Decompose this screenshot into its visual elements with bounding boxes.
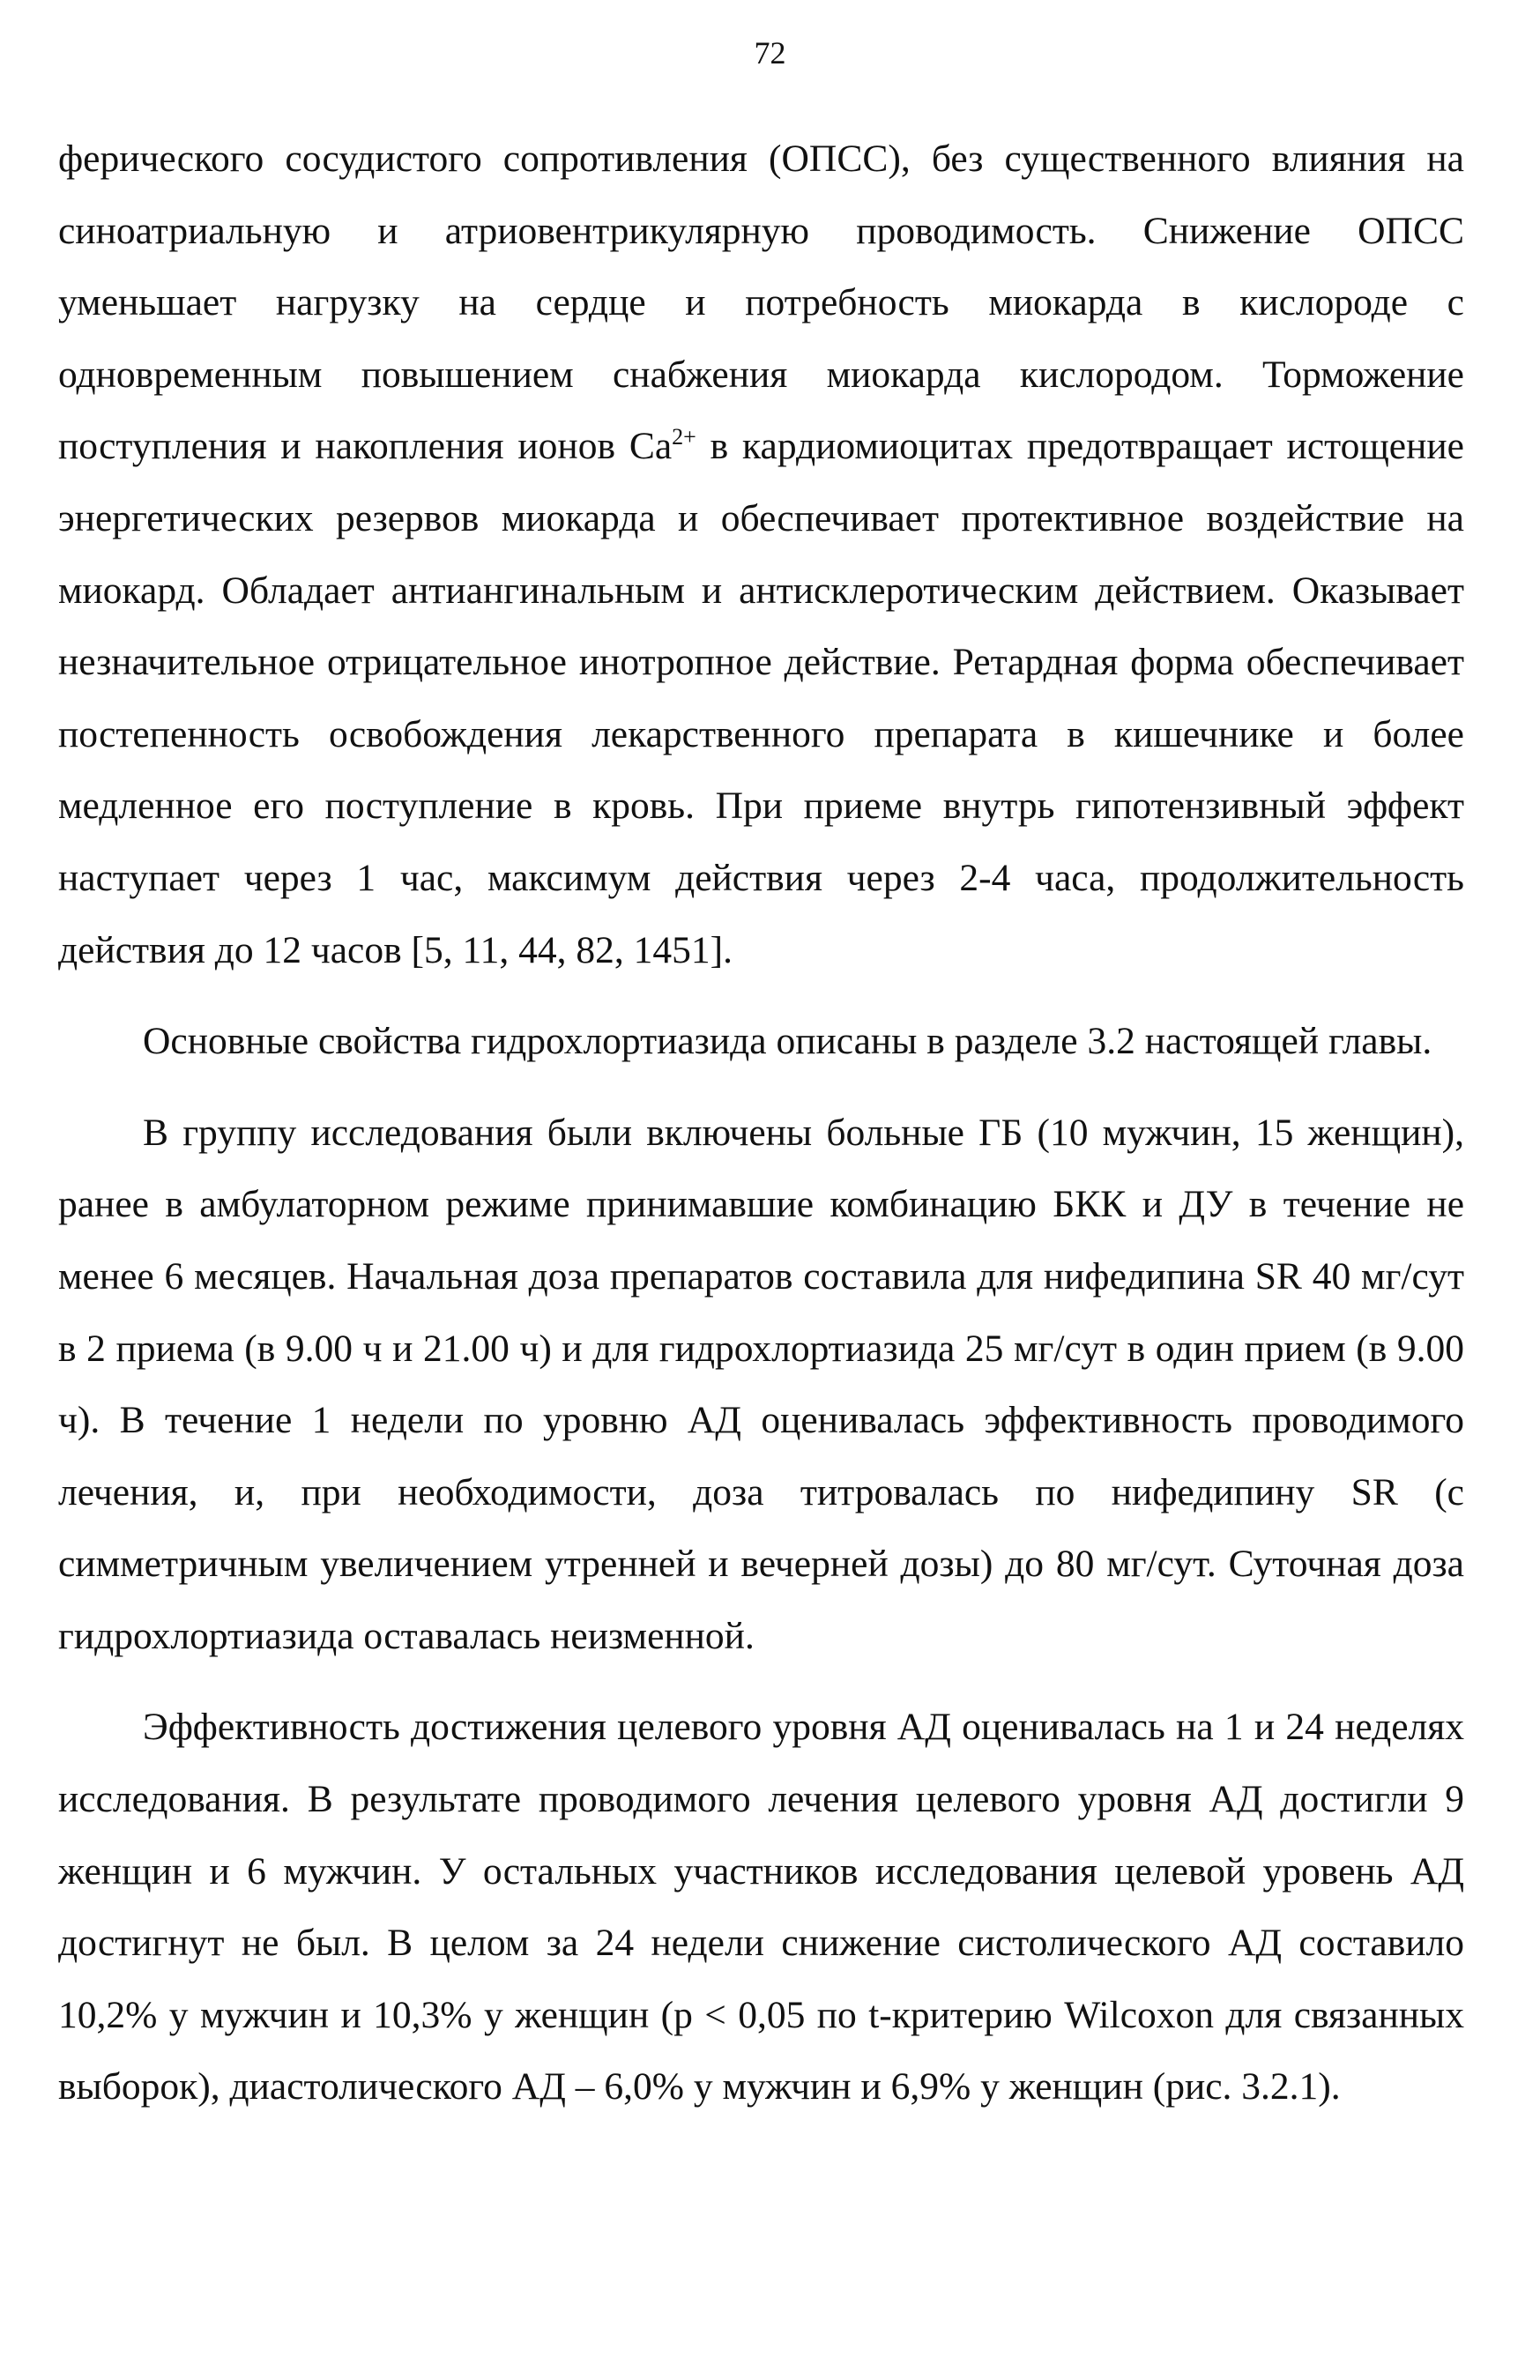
paragraph-study-group: В группу исследования были включены больные ГБ (10 мужчин, 15 женщин), ранее в амбулаторном режиме принимавшие комбинацию БКК и ДУ в течение не менее 6 месяцев. Начальная доза препаратов составила для нифедипина SR 40 мг/сут в 2 приема (в 9.00 ч и 21.00 ч) и для гидрохлортиазида 25 мг/сут в один прием (в 9.00 ч). В течение 1 недели по уровню АД оценивалась эффективность проводимого лечения, и, при необходимости, доза титровалась по нифедипину SR (с симметричным увеличением утренней и вечерней дозы) до 80 мг/сут. Суточная доза гидрохлортиазида оставалась неизменной. — [58, 1111, 1464, 1657]
ion-charge-superscript: 2+ — [672, 424, 696, 450]
paragraph-text-continued: в кардиомиоцитах предотвращает истощение энергетических резервов миокарда и обеспечивает протективное воздействие на миокард. Обладает антиангинальным и антисклеротическим действием. Оказывает незначительное отрицательное инотропное действие. Ретардная форма обеспечивает постепенность освобождения лекарственного препарата в кишечнике и более медленное его поступление в кровь. При приеме внутрь гипотензивный эффект наступает через 1 час, максимум действия через 2-4 часа, продолжительность действия до 12 часов [5, 11, 44, 82, 1451]. — [58, 425, 1464, 971]
paragraph-hydrochlorothiazide: Основные свойства гидрохлортиазида описаны в разделе 3.2 настоящей главы. — [143, 1020, 1432, 1063]
body-text — [58, 123, 1464, 2123]
page-number: 72 — [754, 35, 786, 71]
paragraph-text: ферического сосудистого сопротивления (ОПСС), без существенного влияния на синоатриальную и атриовентрикулярную проводимость. Снижение ОПСС уменьшает нагрузку на сердце и потребность миокарда в кислороде с одновременным повышением снабжения миокарда кислородом. Торможение поступления и накопления ионов Са — [58, 138, 1464, 468]
paragraph-efficacy-results: Эффективность достижения целевого уровня АД оценивалась на 1 и 24 неделях исследования. В результате проводимого лечения целевого уровня АД достигли 9 женщин и 6 мужчин. У остальных участников исследования целевой уровень АД достигнут не был. В целом за 24 недели снижение систолического АД составило 10,2% у мужчин и 10,3% у женщин (р < 0,05 по t-критерию Wilcoxon для связанных выборок), диастолического АД – 6,0% у мужчин и 6,9% у женщин (рис. 3.2.1). — [58, 1706, 1464, 2109]
paragraph-nifedipine-properties — [58, 123, 1464, 986]
